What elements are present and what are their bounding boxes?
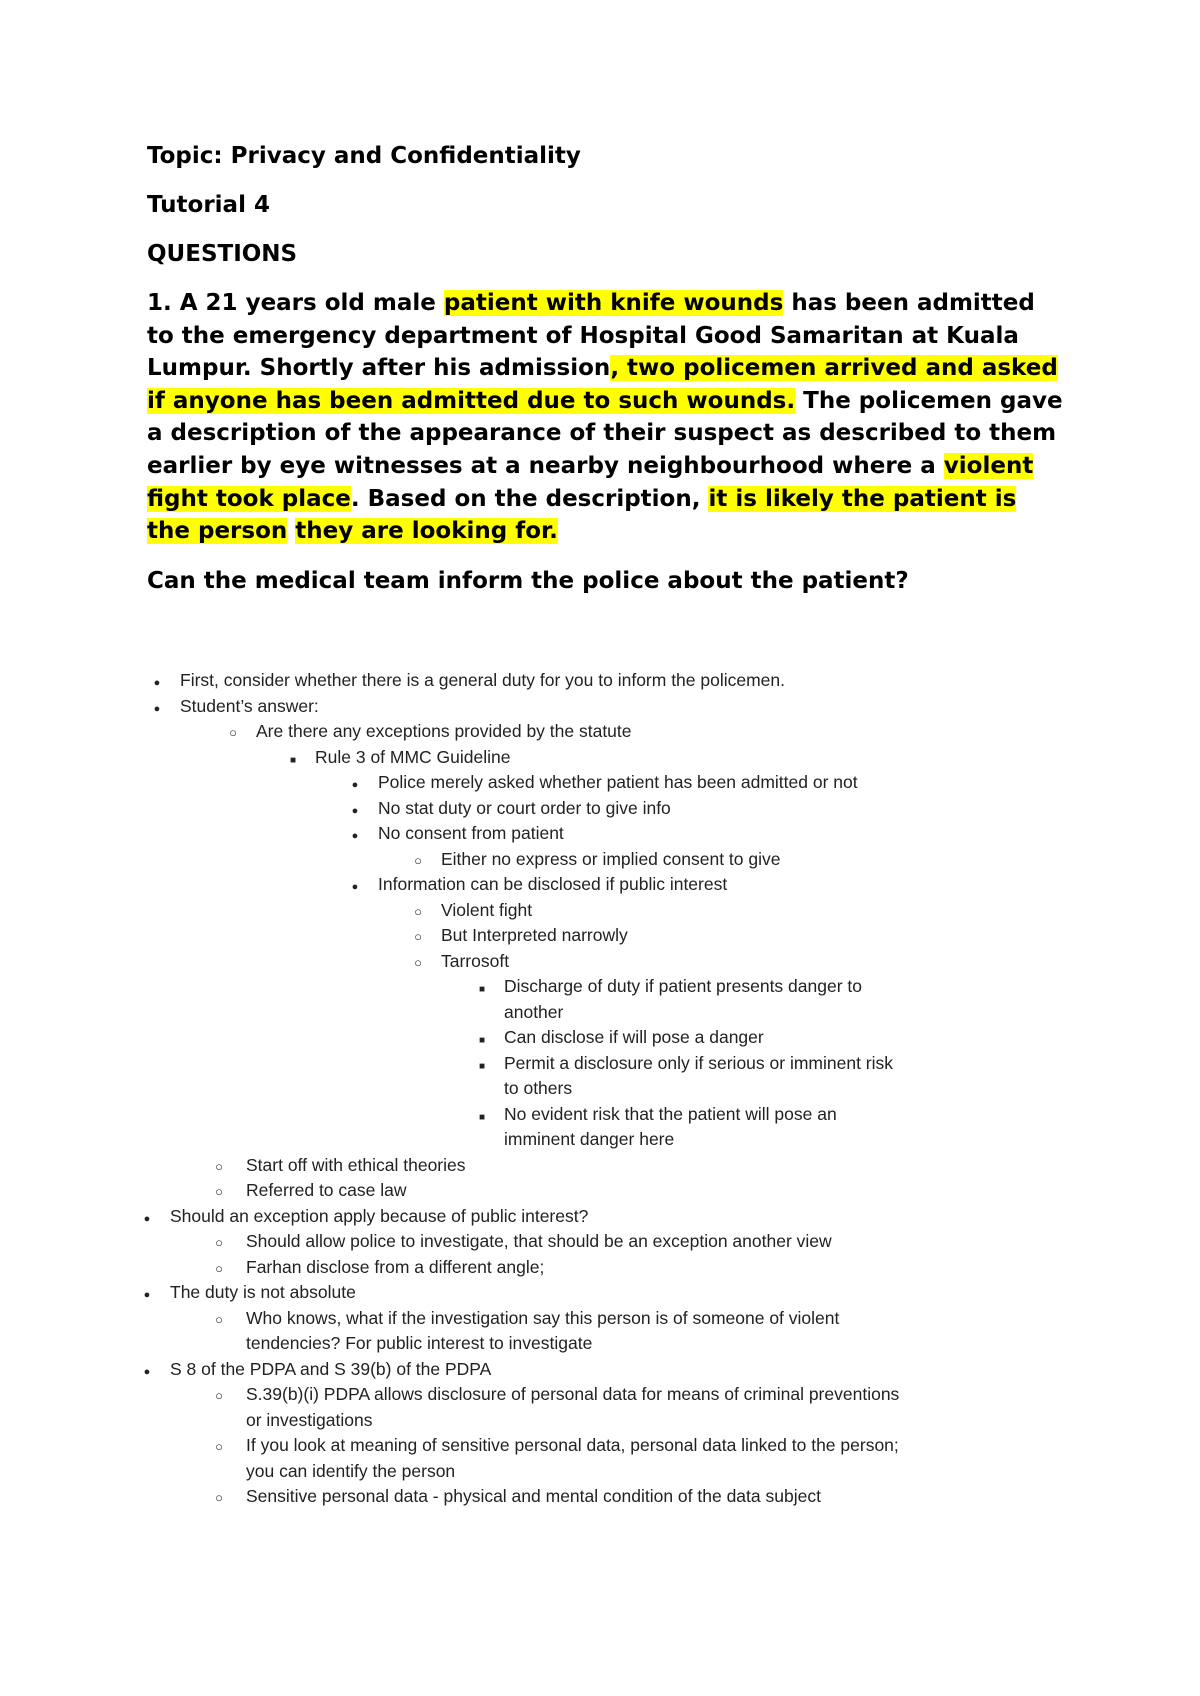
- note-item: [150, 872, 1070, 898]
- dot-bullet-icon: [348, 796, 362, 825]
- note-item: [150, 1306, 1070, 1357]
- note-item: [150, 1178, 1070, 1204]
- note-item: [150, 898, 1070, 924]
- note-item: [150, 719, 1070, 745]
- note-item: [150, 974, 1070, 1025]
- note-text: No evident risk that the patient will pose an imminent danger here: [504, 1103, 837, 1149]
- note-item: [150, 1102, 1070, 1153]
- note-text: But Interpreted narrowly: [441, 925, 628, 945]
- note-text: Can disclose if will pose a danger: [504, 1027, 764, 1047]
- note-text: Sensitive personal data - physical and mental condition of the data subject: [246, 1486, 821, 1506]
- circle-bullet-icon: [411, 847, 425, 874]
- note-item: [150, 745, 1070, 771]
- note-item: [150, 770, 1070, 796]
- circle-bullet-icon: [212, 1306, 226, 1333]
- note-text: Tarrosoft: [441, 950, 510, 971]
- question-text: The policemen gave a description of the appearance of their suspect as described to them earlier by eye witnesses at a nearby neighbourhood where a: [147, 387, 1063, 479]
- dot-bullet-icon: [140, 1357, 154, 1386]
- circle-bullet-icon: [411, 898, 425, 925]
- highlighted-text: , two policemen arrived and asked if anyone has been admitted due to such wounds.: [147, 355, 1058, 414]
- questions-heading: QUESTIONS: [147, 241, 298, 267]
- note-item: [150, 694, 1070, 720]
- square-bullet-icon: [475, 1102, 489, 1131]
- tutorial-number: Tutorial 4: [147, 192, 270, 218]
- note-text: Start off with ethical theories: [246, 1154, 466, 1175]
- question-text: has been admitted to the emergency department of Hospital Good Samaritan at Kuala Lumpur. Shortly after his admission: [147, 290, 1035, 382]
- note-item: [150, 1382, 1070, 1433]
- circle-bullet-icon: [212, 1382, 226, 1409]
- note-item: [150, 1433, 1070, 1484]
- square-bullet-icon: [475, 1025, 489, 1054]
- note-text: Who knows, what if the investigation say this person is of someone of violent tendencies? For public interest to investigate: [246, 1307, 840, 1353]
- note-item: [150, 1229, 1070, 1255]
- note-text: Discharge of duty if patient presents danger to another: [504, 976, 862, 1022]
- note-text: No stat duty or court order to give info: [378, 797, 671, 818]
- highlighted-text: they are looking for.: [295, 518, 558, 545]
- circle-bullet-icon: [411, 923, 425, 950]
- square-bullet-icon: [286, 745, 300, 774]
- note-text: Are there any exceptions provided by the statute: [256, 721, 632, 741]
- note-item: [150, 821, 1070, 847]
- circle-bullet-icon: [212, 1433, 226, 1460]
- dot-bullet-icon: [348, 770, 362, 799]
- note-item: [150, 1280, 1070, 1306]
- note-text: Either no express or implied consent to give: [441, 848, 781, 869]
- square-bullet-icon: [475, 974, 489, 1003]
- note-text: The duty is not absolute: [170, 1282, 356, 1302]
- circle-bullet-icon: [212, 1229, 226, 1256]
- note-item: [150, 923, 1070, 949]
- note-text: S.39(b)(i) PDPA allows disclosure of personal data for means of criminal preventions or investigations: [246, 1384, 900, 1430]
- note-text: Farhan disclose from a different angle;: [246, 1256, 545, 1277]
- note-text: If you look at meaning of sensitive personal data, personal data linked to the person; you can identify the person: [246, 1435, 899, 1481]
- note-text: Student’s answer:: [180, 695, 319, 716]
- note-text: First, consider whether there is a general duty for you to inform the policemen.: [180, 670, 786, 690]
- square-bullet-icon: [475, 1051, 489, 1080]
- note-text: S 8 of the PDPA and S 39(b) of the PDPA: [170, 1358, 492, 1379]
- note-item: [150, 1204, 1070, 1230]
- note-text: Police merely asked whether patient has been admitted or not: [378, 772, 858, 792]
- answer-notes-list: [150, 668, 1070, 1510]
- note-item: [150, 949, 1070, 975]
- dot-bullet-icon: [150, 694, 164, 723]
- dot-bullet-icon: [348, 872, 362, 901]
- highlighted-text: violent fight took place: [147, 452, 1034, 512]
- note-item: [150, 1255, 1070, 1281]
- circle-bullet-icon: [411, 949, 425, 976]
- note-text: Permit a disclosure only if serious or imminent risk to others: [504, 1052, 894, 1098]
- circle-bullet-icon: [212, 1153, 226, 1180]
- question-prompt: Can the medical team inform the police about the patient?: [147, 567, 909, 594]
- note-item: [150, 1357, 1070, 1383]
- note-text: Referred to case law: [246, 1180, 407, 1200]
- question-1-paragraph: [147, 287, 1067, 548]
- dot-bullet-icon: [140, 1204, 154, 1233]
- topic-heading: Topic: Privacy and Confidentiality: [147, 143, 581, 169]
- note-text: Rule 3 of MMC Guideline: [315, 746, 511, 767]
- note-item: [150, 847, 1070, 873]
- note-item: [150, 1025, 1070, 1051]
- note-item: [150, 1153, 1070, 1179]
- note-item: [150, 1051, 1070, 1102]
- dot-bullet-icon: [140, 1280, 154, 1309]
- note-item: [150, 1484, 1070, 1510]
- note-text: No consent from patient: [378, 823, 564, 843]
- note-text: Information can be disclosed if public interest: [378, 874, 728, 894]
- tutorial-header-block: [147, 140, 1067, 597]
- circle-bullet-icon: [212, 1484, 226, 1511]
- circle-bullet-icon: [212, 1178, 226, 1205]
- note-text: Should allow police to investigate, that should be an exception another view: [246, 1231, 832, 1251]
- note-text: Should an exception apply because of public interest?: [170, 1205, 589, 1226]
- note-item: [150, 796, 1070, 822]
- circle-bullet-icon: [212, 1255, 226, 1282]
- note-item: [150, 668, 1070, 694]
- highlighted-text: it is likely the patient is the person: [147, 485, 1017, 545]
- question-text: 1. A 21 years old male: [147, 290, 444, 316]
- note-text: Violent fight: [441, 899, 533, 920]
- dot-bullet-icon: [348, 821, 362, 850]
- highlighted-text: patient with knife wounds: [443, 290, 784, 316]
- circle-bullet-icon: [226, 719, 240, 746]
- question-text: . Based on the description,: [350, 485, 709, 512]
- dot-bullet-icon: [150, 668, 164, 697]
